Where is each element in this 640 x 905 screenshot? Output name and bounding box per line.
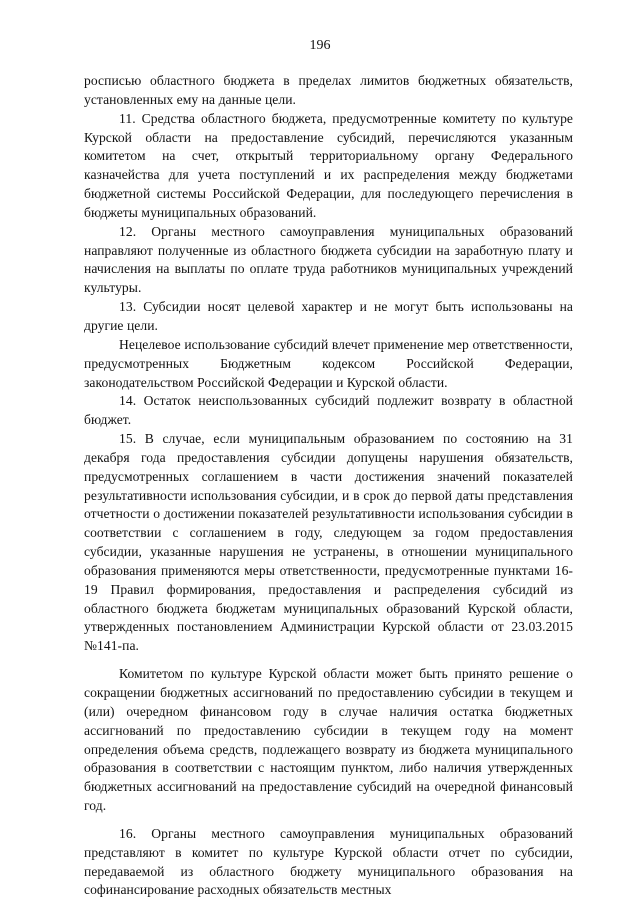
paragraph-continuation: росписью областного бюджета в пределах лимитов бюджетных обязательств, установленных ему на данные цели. — [84, 73, 573, 107]
paragraph-13-misuse: Нецелевое использование субсидий влечет применение мер ответственности, предусмотренных Бюджетным кодексом Российской Федерации, законодательством Российской Федерации и Курской области. — [84, 336, 573, 390]
paragraph-15-committee-decision: Комитетом по культуре Курской области может быть принято решение о сокращении бюджетных ассигнований по предоставлению субсидии в текущем и (или) очередном финансовом году в случае наличия остатка бюджетных ассигнований по предоставлению субсидии в текущем году на момент определения объема средств, подлежащего возврату из бюджета муниципального образования в соответствии с настоящим пунктом, либо наличия утвержденных бюджетных ассигнований на предоставление субсидий на очередной финансовый год. — [84, 666, 573, 814]
document-body — [84, 72, 573, 900]
paragraph-15: 15. В случае, если муниципальным образованием по состоянию на 31 декабря года предоставления субсидии допущены нарушения обязательств, предусмотренных соглашением в части достижения значений показателей результативности использования субсидии, и в срок до первой даты представления отчетности о достижении показателей результативности использования субсидии в соответствии с соглашением в году, следующем за годом предоставления субсидии, указанные нарушения не устранены, в отношении муниципального образования применяются меры ответственности, предусмотренные пунктами 16-19 Правил формирования, предоставления и распределения субсидий из областного бюджета бюджетам муниципальных образований Курской области, утвержденных постановлением Администрации Курской области от 23.03.2015 №141-па. — [84, 431, 573, 654]
paragraph-12: 12. Органы местного самоуправления муниципальных образований направляют полученные из областного бюджета субсидии на заработную плату и начисления на выплаты по оплате труда работников муниципальных учреждений культуры. — [84, 223, 573, 296]
page-number: 196 — [309, 38, 331, 53]
paragraph-14: 14. Остаток неиспользованных субсидий подлежит возврату в областной бюджет. — [84, 393, 573, 428]
paragraph-16: 16. Органы местного самоуправления муниципальных образований представляют в комитет по культуре Курской области отчет по субсидии, передаваемой из областного бюджету муниципального образования на софинансирование расходных обязательств местных — [84, 825, 573, 898]
paragraph-11: 11. Средства областного бюджета, предусмотренные комитету по культуре Курской области на предоставление субсидий, перечисляются указанным комитетом на счет, открытый территориальному органу Федерального казначейства для учета поступлений и их распределения между бюджетами бюджетной системы Российской Федерации, для последующего перечисления в бюджеты муниципальных образований. — [84, 110, 573, 220]
paragraph-13: 13. Субсидии носят целевой характер и не могут быть использованы на другие цели. — [84, 299, 573, 333]
